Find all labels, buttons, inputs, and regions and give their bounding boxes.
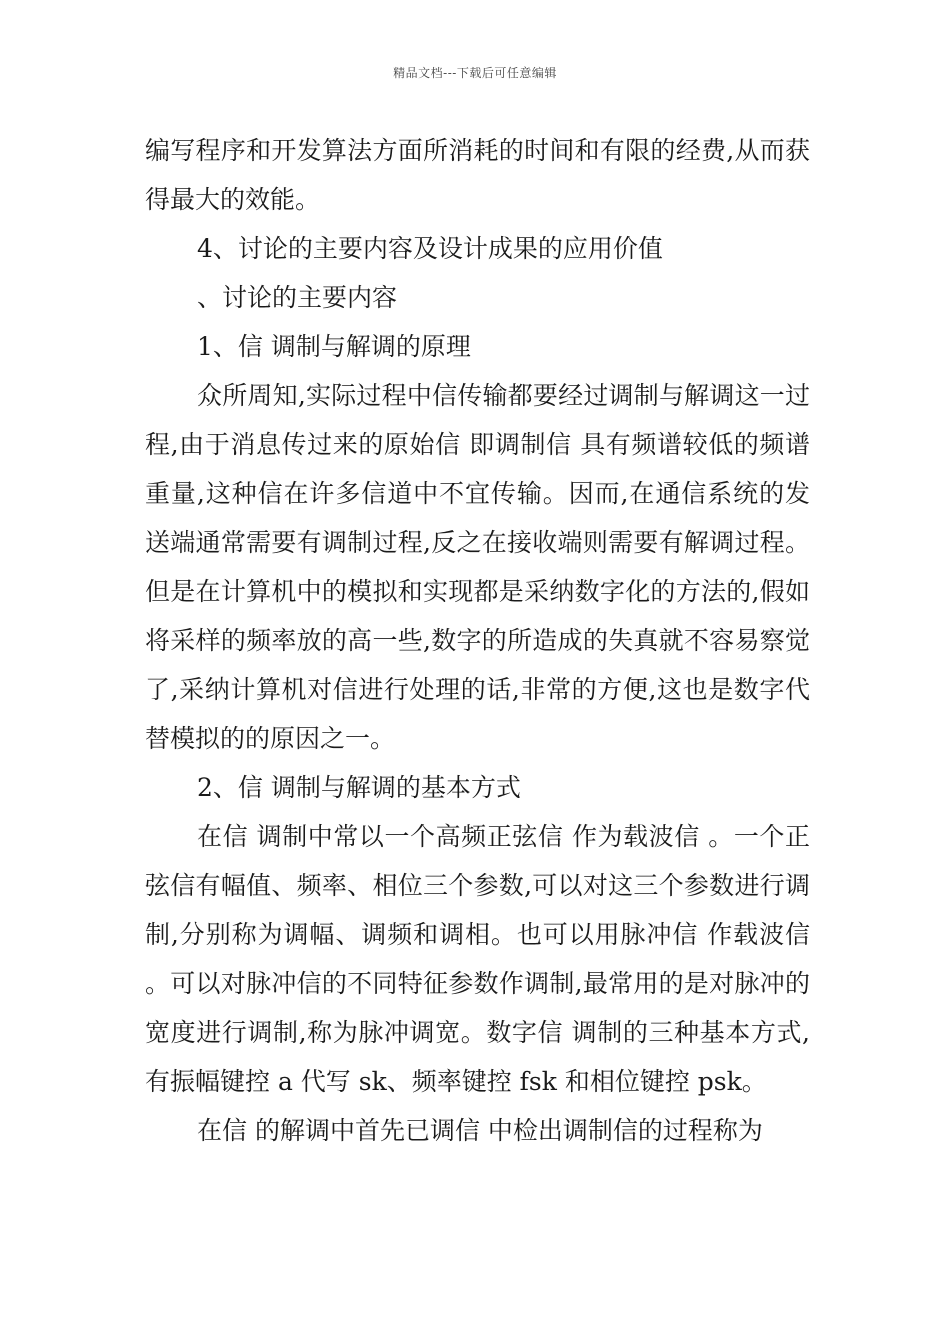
body-paragraph: 在信 调制中常以一个高频正弦信 作为载波信 。一个正弦信有幅值、频率、相位三个参数,可以对这三个参数进行调制,分别称为调幅、调频和调相。也可以用脉冲信 作载波信 。可以对脉冲信的不同特征参数作调制,最常用的是对脉冲的宽度进行调制,称为脉冲调宽。数字信 调制的三种基本方式,有振幅键控 a 代写 sk、频率键控 fsk 和相位键控 psk。 — [145, 822, 810, 1096]
body-paragraph: 在信 的解调中首先已调信 中检出调制信的过程称为 — [197, 1116, 763, 1145]
subsection-heading: 、讨论的主要内容 — [197, 283, 398, 312]
section-heading: 4、讨论的主要内容及设计成果的应用价值 — [197, 234, 663, 263]
document-body — [145, 126, 810, 1155]
paragraph-continuation: 编写程序和开发算法方面所消耗的时间和有限的经费,从而获得最大的效能。 — [145, 136, 810, 214]
numbered-heading-2: 2、信 调制与解调的基本方式 — [197, 773, 521, 802]
body-paragraph: 众所周知,实际过程中信传输都要经过调制与解调这一过程,由于消息传过来的原始信 即调制信 具有频谱较低的频谱重量,这种信在许多信道中不宜传输。因而,在通信系统的发送端通常需要有调制过程,反之在接收端则需要有解调过程。但是在计算机中的模拟和实现都是采纳数字化的方法的,假如将采样的频率放的高一些,数字的所造成的失真就不容易察觉了,采纳计算机对信进行处理的话,非常的方便,这也是数字代替模拟的的原因之一。 — [145, 381, 810, 753]
numbered-heading-1: 1、信 调制与解调的原理 — [197, 332, 471, 361]
page-header: 精品文档---下载后可任意编辑 — [393, 66, 557, 80]
